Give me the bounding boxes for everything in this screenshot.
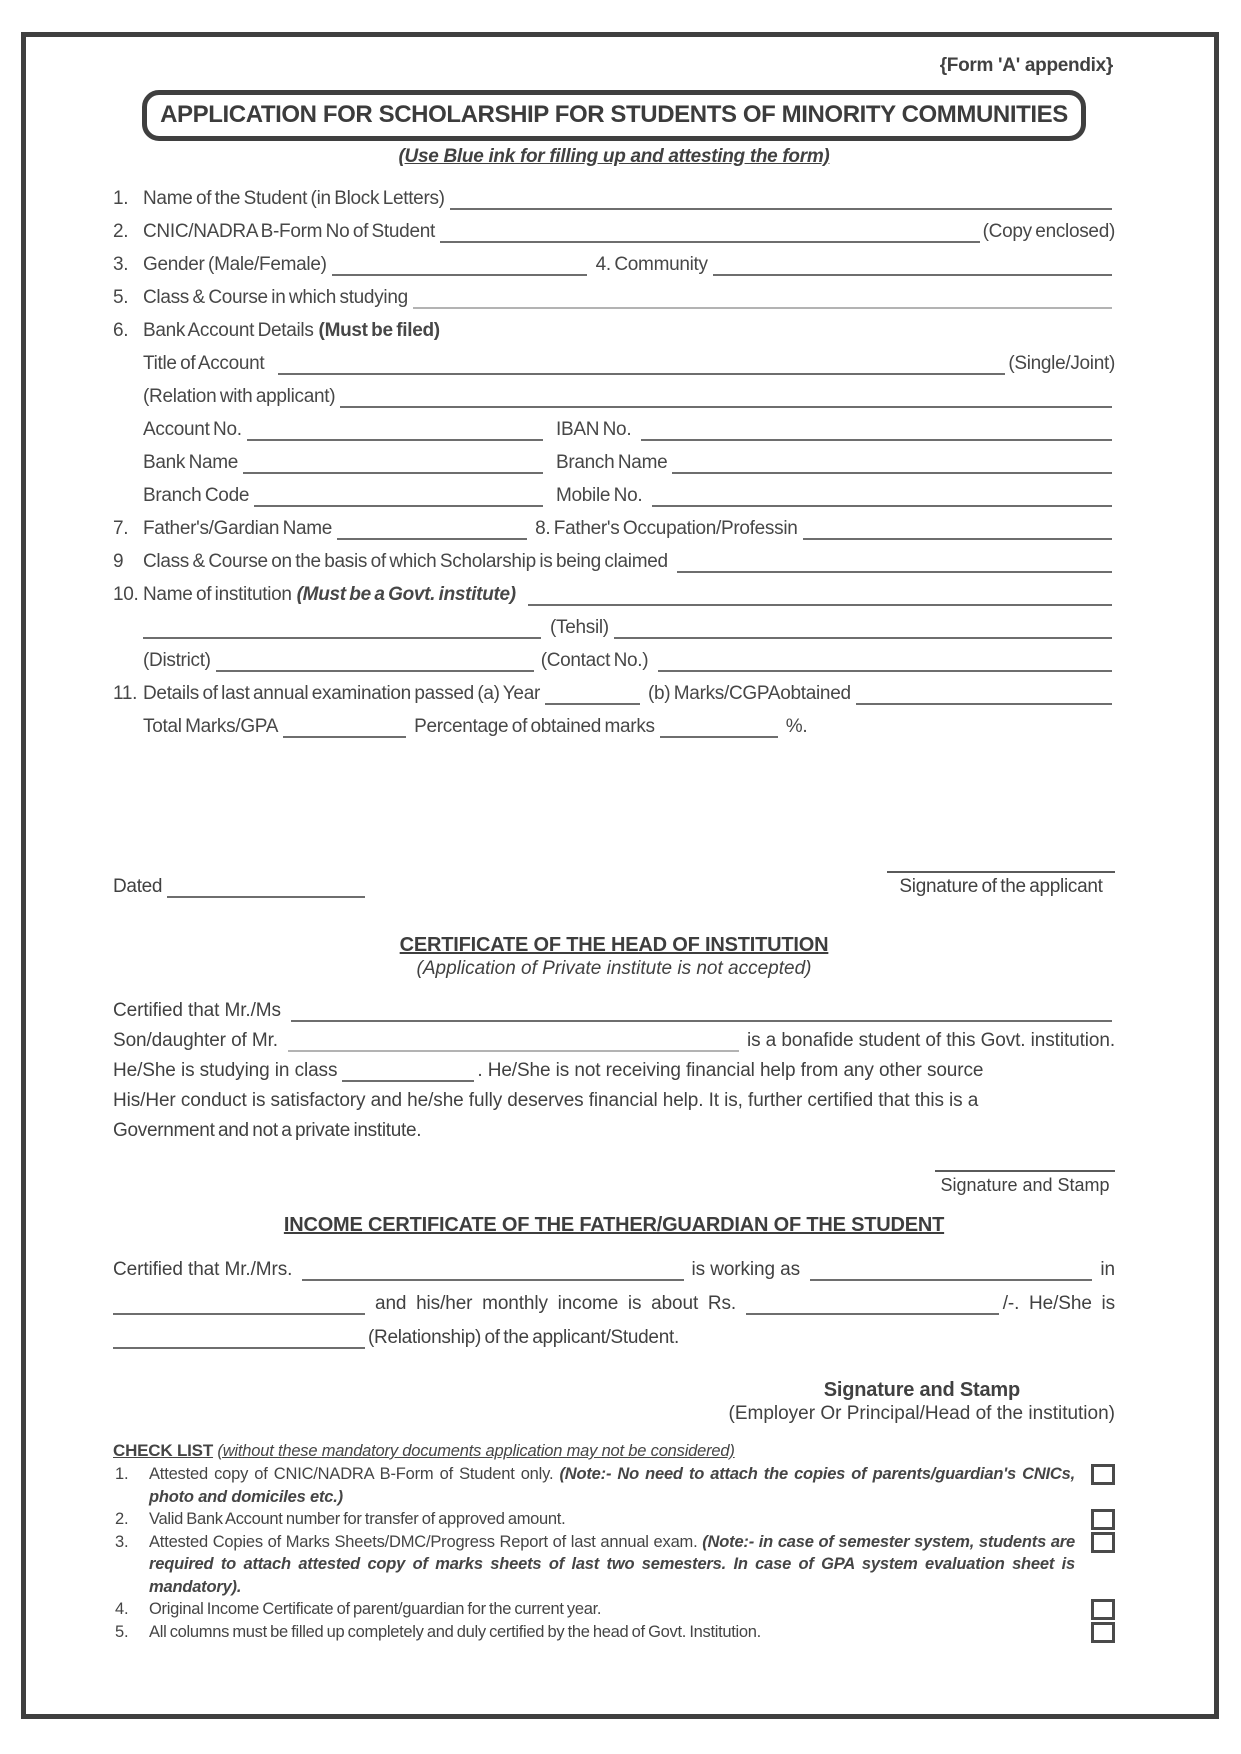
checklist-item-4-text: Original Income Certificate of parent/guardian for the current year. xyxy=(149,1600,602,1618)
father-occupation-blank[interactable] xyxy=(803,512,1112,540)
row-number: 7. xyxy=(113,518,129,539)
checklist-item-5-text: All columns must be filled up completely and duly certified by the head of Govt. Institution. xyxy=(149,1622,761,1641)
govt-institute-label: (Must be a Govt. institute) xyxy=(296,584,516,605)
income-certificate-title: INCOME CERTIFICATE OF THE FATHER/GUARDIAN OF THE STUDENT xyxy=(283,1214,945,1236)
institution-blank[interactable] xyxy=(528,578,1112,606)
checklist-item-number: 3. xyxy=(115,1532,129,1551)
checklist-item-2-text: Valid Bank Account number for transfer of approved amount. xyxy=(149,1510,566,1528)
head-certificate-body xyxy=(113,992,1115,1142)
dated-signature-row xyxy=(113,856,1115,898)
branch-name-blank[interactable] xyxy=(672,446,1112,474)
row-student-name xyxy=(113,177,1115,210)
row-number: 3. xyxy=(113,254,129,275)
checklist-checkbox-2[interactable] xyxy=(1091,1509,1115,1530)
occupation-blank[interactable] xyxy=(810,1253,1092,1281)
mobile-label: Mobile No. xyxy=(556,485,643,506)
checkbox-column xyxy=(1089,1508,1115,1530)
branch-code-group xyxy=(143,479,546,507)
class-course-label: Class & Course in which studying xyxy=(143,287,408,308)
checklist-item-text xyxy=(149,1508,1089,1531)
iban-blank[interactable] xyxy=(641,413,1112,441)
row-number: 6. xyxy=(113,320,129,341)
head-cert-line-5 xyxy=(113,1112,1115,1142)
checklist-checkbox-4[interactable] xyxy=(1091,1599,1115,1620)
percentage-label: Percentage of obtained marks xyxy=(414,716,655,737)
checklist-checkbox-5[interactable] xyxy=(1091,1622,1115,1643)
copy-enclosed-label: (Copy enclosed) xyxy=(982,221,1115,242)
he-she-is-label: /-. He/She is xyxy=(1002,1293,1115,1314)
conduct-label: His/Her conduct is satisfactory and he/she fully deserves financial help. It is, further certified that this is a xyxy=(113,1090,979,1111)
row-class-course xyxy=(113,276,1115,309)
bank-details-label: Bank Account Details xyxy=(143,320,314,341)
row-cnic xyxy=(113,210,1115,243)
head-signature-label: Signature and Stamp xyxy=(940,1175,1110,1195)
tehsil-label: (Tehsil) xyxy=(550,617,609,638)
checklist-item-text xyxy=(149,1598,1089,1621)
head-cert-signature-row xyxy=(113,1170,1115,1196)
branch-code-label: Branch Code xyxy=(143,485,250,506)
checklist-item-text xyxy=(149,1463,1089,1508)
in-label: in xyxy=(1100,1259,1115,1280)
head-cert-line-1 xyxy=(113,992,1115,1022)
checklist-section xyxy=(113,1441,1115,1643)
row-district-contact xyxy=(113,639,1115,672)
checklist-item-number: 1. xyxy=(115,1465,129,1483)
branch-name-label: Branch Name xyxy=(556,452,668,473)
account-no-blank[interactable] xyxy=(247,413,543,441)
income-line-3 xyxy=(113,1315,1115,1349)
father-name-label: Father's/Gardian Name xyxy=(143,518,333,539)
checklist-item-5 xyxy=(113,1621,1115,1644)
son-daughter-blank[interactable] xyxy=(288,1026,739,1052)
row-account-iban xyxy=(113,408,1115,441)
row-father-name-occupation xyxy=(113,507,1115,540)
district-label: (District) xyxy=(143,650,211,671)
bonafide-label: is a bonafide student of this Govt. institution. xyxy=(746,1030,1115,1051)
form-appendix-tag: {Form 'A' appendix} xyxy=(939,55,1113,76)
working-as-label: is working as xyxy=(691,1259,801,1280)
row-last-exam xyxy=(113,672,1115,705)
checklist-item-1 xyxy=(113,1463,1115,1508)
checklist-checkbox-1[interactable] xyxy=(1091,1464,1115,1485)
income-amount-blank[interactable] xyxy=(746,1287,999,1315)
certified-mrs-label: Certified that Mr./Mrs. xyxy=(113,1259,293,1280)
relationship-label: (Relationship) of the applicant/Student. xyxy=(368,1327,679,1348)
head-cert-line-2 xyxy=(113,1022,1115,1052)
employer-signature-label: Signature and Stamp xyxy=(823,1379,1020,1401)
title-of-account-label: Title of Account xyxy=(143,353,265,374)
row-gender-community xyxy=(113,243,1115,276)
studying-class-blank[interactable] xyxy=(342,1056,474,1082)
bank-name-group xyxy=(143,446,546,474)
page-title: APPLICATION FOR SCHOLARSHIP FOR STUDENTS OF MINORITY COMMUNITIES xyxy=(160,101,1068,128)
checklist-item-3 xyxy=(113,1531,1115,1599)
title-of-account-blank[interactable] xyxy=(278,347,1005,375)
row-number: 11. xyxy=(113,683,138,704)
checklist-checkbox-3[interactable] xyxy=(1091,1532,1115,1553)
checklist-item-number: 5. xyxy=(115,1622,129,1641)
head-cert-line-3 xyxy=(113,1052,1115,1082)
mobile-group xyxy=(546,479,1115,507)
monthly-income-label: and his/her monthly income is about Rs. xyxy=(375,1293,737,1314)
must-be-filed-label: (Must be filed) xyxy=(318,320,440,341)
gender-label: Gender (Male/Female) xyxy=(143,254,327,275)
studying-class-label: He/She is studying in class xyxy=(113,1060,338,1081)
student-name-blank[interactable] xyxy=(450,182,1112,210)
row-relation xyxy=(113,375,1115,408)
mobile-blank[interactable] xyxy=(652,479,1112,507)
dated-blank[interactable] xyxy=(167,868,365,898)
relation-label: (Relation with applicant) xyxy=(143,386,336,407)
checklist-item-4 xyxy=(113,1598,1115,1621)
checklist-header xyxy=(113,1441,1115,1461)
dated-label: Dated xyxy=(113,876,163,897)
checklist-title-note: (without these mandatory documents application may not be considered) xyxy=(217,1442,735,1460)
income-signature-block xyxy=(113,1379,1115,1425)
row-branch-code-mobile xyxy=(113,474,1115,507)
checkbox-column xyxy=(1089,1463,1115,1485)
income-certificate-body xyxy=(113,1247,1115,1349)
branch-name-group xyxy=(546,446,1115,474)
account-no-group xyxy=(143,413,546,441)
row-number: 2. xyxy=(113,221,129,242)
checklist-item-2 xyxy=(113,1508,1115,1531)
bank-name-label: Bank Name xyxy=(143,452,239,473)
checklist-item-text xyxy=(149,1531,1089,1599)
checkbox-column xyxy=(1089,1531,1115,1553)
iban-label: IBAN No. xyxy=(556,419,632,440)
head-certificate-title: CERTIFICATE OF THE HEAD OF INSTITUTION xyxy=(399,934,829,956)
head-signature-line[interactable] xyxy=(935,1170,1115,1196)
community-blank[interactable] xyxy=(713,248,1112,276)
row-number: 1. xyxy=(113,188,129,209)
certified-ms-label: Certified that Mr./Ms xyxy=(113,1000,281,1021)
government-institute-label: Government and not a private institute. xyxy=(113,1120,422,1141)
cnic-label: CNIC/NADRA B-Form No of Student xyxy=(143,221,435,242)
percent-sign-label: %. xyxy=(785,716,808,737)
relation-blank[interactable] xyxy=(340,380,1112,408)
row-number: 10. xyxy=(113,584,139,605)
employer-signature-sub-label: (Employer Or Principal/Head of the institution) xyxy=(728,1403,1115,1424)
page-border xyxy=(21,32,1219,1719)
form-content xyxy=(113,55,1115,1643)
marks-cgpa-label: (b) Marks/CGPAobtained xyxy=(647,683,851,704)
scholarship-class-blank[interactable] xyxy=(677,545,1112,573)
community-label: 4. Community xyxy=(595,254,708,275)
contact-no-blank[interactable] xyxy=(658,644,1112,672)
checklist-item-text xyxy=(149,1621,1089,1644)
class-course-blank[interactable] xyxy=(413,281,1112,309)
row-tehsil xyxy=(113,606,1115,639)
row-number: 9 xyxy=(113,551,124,572)
row-total-marks xyxy=(113,705,1115,738)
institution-label: Name of institution xyxy=(143,584,292,605)
row-bank-details-heading xyxy=(113,309,1115,342)
tehsil-blank[interactable] xyxy=(614,611,1112,639)
marks-cgpa-blank[interactable] xyxy=(856,677,1112,705)
institution-blank-2[interactable] xyxy=(143,611,541,639)
gender-blank[interactable] xyxy=(332,248,587,276)
checklist-title: CHECK LIST xyxy=(113,1441,214,1460)
exam-year-blank[interactable] xyxy=(545,677,640,705)
applicant-signature-line[interactable] xyxy=(887,871,1115,898)
contact-no-label: (Contact No.) xyxy=(540,650,649,671)
title-box xyxy=(142,90,1086,141)
instruction-note: (Use Blue ink for filling up and attesting the form) xyxy=(398,146,830,167)
row-institution-name xyxy=(113,573,1115,606)
checklist-item-3-note: (Note:- in case of semester system, students are required to attach attested copy of marks sheets of last two semesters. In case of GPA system evaluation sheet is mandatory). xyxy=(149,1532,1075,1596)
iban-group xyxy=(546,413,1115,441)
checkbox-column xyxy=(1089,1621,1115,1643)
income-line-2 xyxy=(113,1281,1115,1315)
total-marks-blank[interactable] xyxy=(283,710,406,738)
scholarship-class-label: Class & Course on the basis of which Scholarship is being claimed xyxy=(143,551,668,572)
head-certificate-subtitle: (Application of Private institute is not accepted) xyxy=(416,958,812,979)
income-line-1 xyxy=(113,1247,1115,1281)
cnic-blank[interactable] xyxy=(440,215,980,243)
checklist-item-1-note: (Note:- No need to attach the copies of parents/guardian's CNICs, photo and domiciles etc.) xyxy=(149,1465,1075,1506)
bank-name-blank[interactable] xyxy=(243,446,543,474)
checklist-item-1-text: Attested copy of CNIC/NADRA B-Form of Student only. xyxy=(149,1465,554,1483)
checkbox-column xyxy=(1089,1598,1115,1620)
checklist-item-number: 2. xyxy=(115,1510,129,1528)
no-financial-help-label: . He/She is not receiving financial help from any other source xyxy=(477,1060,984,1081)
parent-name-blank[interactable] xyxy=(302,1253,683,1281)
total-marks-label: Total Marks/GPA xyxy=(143,716,279,737)
relationship-blank[interactable] xyxy=(113,1321,365,1349)
percentage-blank[interactable] xyxy=(660,710,778,738)
row-bank-branch-name xyxy=(113,441,1115,474)
father-name-blank[interactable] xyxy=(337,512,527,540)
son-daughter-label: Son/daughter of Mr. xyxy=(113,1030,278,1051)
checklist-item-number: 4. xyxy=(115,1600,129,1618)
applicant-signature-label: Signature of the applicant xyxy=(899,876,1103,897)
head-cert-line-4 xyxy=(113,1082,1115,1112)
row-number: 5. xyxy=(113,287,129,308)
district-blank[interactable] xyxy=(216,644,534,672)
form-rows xyxy=(113,177,1115,738)
workplace-blank[interactable] xyxy=(113,1287,365,1315)
single-joint-label: (Single/Joint) xyxy=(1008,353,1115,374)
student-name-label: Name of the Student (in Block Letters) xyxy=(143,188,445,209)
account-no-label: Account No. xyxy=(143,419,242,440)
branch-code-blank[interactable] xyxy=(254,479,543,507)
row-scholarship-class xyxy=(113,540,1115,573)
checklist-item-3-text: Attested Copies of Marks Sheets/DMC/Progress Report of last annual exam. xyxy=(149,1532,698,1551)
row-title-of-account xyxy=(113,342,1115,375)
last-exam-label: Details of last annual examination passed (a) Year xyxy=(143,683,540,704)
certified-ms-blank[interactable] xyxy=(291,996,1112,1022)
father-occupation-label: 8. Father's Occupation/Professin xyxy=(535,518,798,539)
